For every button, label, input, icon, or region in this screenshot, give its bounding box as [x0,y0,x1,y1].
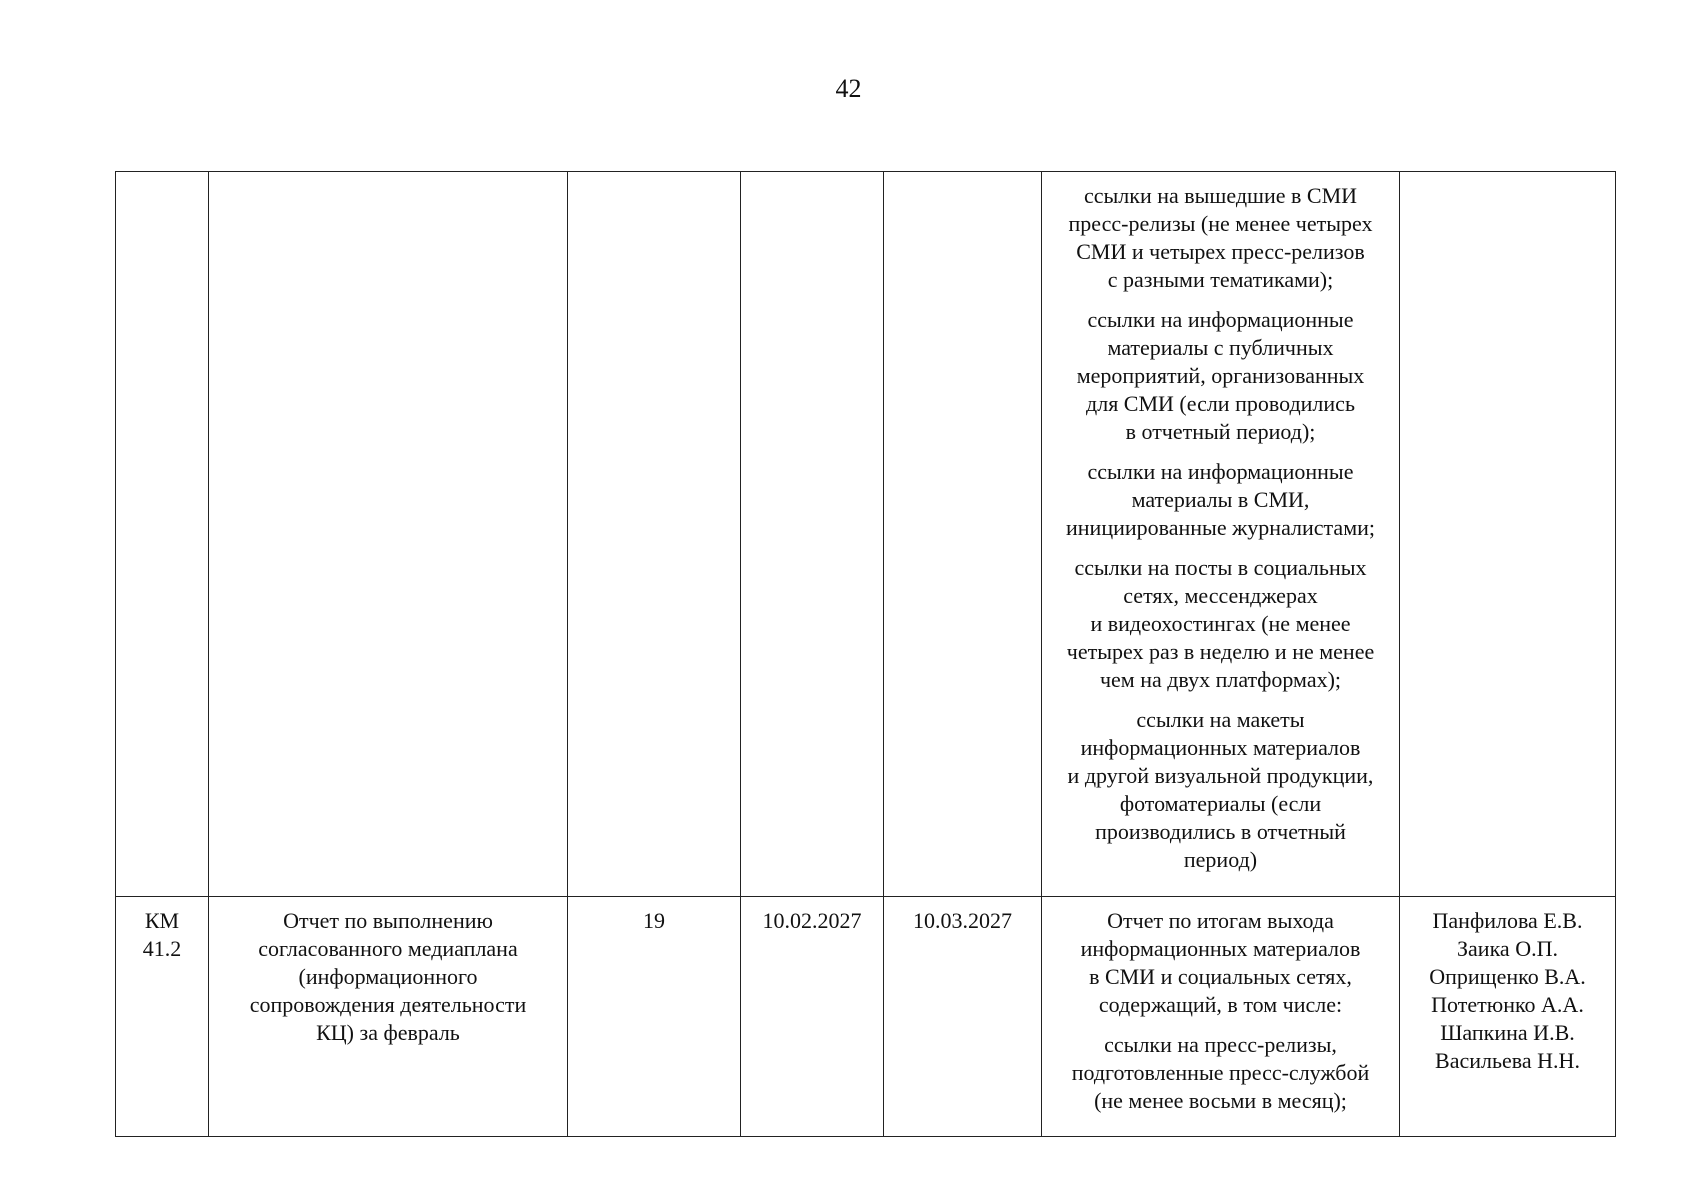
text-line: в СМИ и социальных сетях, [1089,964,1352,989]
text-line: чем на двух платформах); [1099,667,1342,692]
text-line: пресс-релизы (не менее четырех [1068,211,1373,236]
text-line: (информационного [298,964,478,989]
result-paragraph [1050,306,1391,446]
result-paragraph [1050,706,1391,874]
cell-responsible [1400,897,1616,1137]
text-line: четырех раз в неделю и не менее [1066,639,1375,664]
text-line: 10.02.2027 [762,908,862,933]
text-line: ссылки на посты в социальных [1074,555,1367,580]
cell-responsible [1400,172,1616,897]
text-line: Отчет по выполнению [283,908,493,933]
text-line: 10.03.2027 [913,908,1012,933]
cell-start-date [741,172,884,897]
cell-name [209,897,568,1137]
text-line: Оприщенко В.А. [1429,964,1586,989]
cell-results [1042,897,1400,1137]
text-line: СМИ и четырех пресс-релизов [1076,239,1365,264]
text-line: ссылки на информационные [1087,307,1354,332]
cell-code [116,172,209,897]
text-line: материалы в СМИ, [1131,487,1310,512]
text-line: ссылки на вышедшие в СМИ [1083,183,1358,208]
text-line: в отчетный период); [1125,419,1316,444]
cell-number [568,897,741,1137]
table-row-continued [116,172,1616,897]
cell-end-date [884,897,1042,1137]
text-line: ссылки на макеты [1136,707,1305,732]
text-line: согласованного медиаплана [258,936,518,961]
text-line: Заика О.П. [1457,936,1558,961]
text-line: инициированные журналистами; [1066,515,1375,540]
result-paragraph [1050,907,1391,1019]
table-row-km-41-2 [116,897,1616,1137]
text-line: сетях, мессенджерах [1123,583,1318,608]
text-line: мероприятий, организованных [1076,363,1365,388]
text-line: производились в отчетный [1095,819,1346,844]
text-line: Панфилова Е.В. [1432,908,1583,933]
text-line: материалы с публичных [1107,335,1334,360]
text-line: ссылки на пресс-релизы, [1104,1032,1337,1057]
text-line: Отчет по итогам выхода [1107,908,1334,933]
text-line: с разными тематиками); [1107,267,1334,292]
text-line: период) [1183,847,1258,872]
text-line: подготовленные пресс-службой [1071,1060,1370,1085]
text-line: (не менее восьми в месяц); [1094,1088,1347,1113]
text-line: 41.2 [142,936,182,961]
cell-number [568,172,741,897]
text-line: Шапкина И.В. [1440,1020,1575,1045]
text-line: Потетюнко А.А. [1431,992,1584,1017]
cell-name [209,172,568,897]
result-paragraph [1050,458,1391,542]
result-paragraph [1050,182,1391,294]
text-line: ссылки на информационные [1087,459,1354,484]
text-line: сопровождения деятельности [249,992,527,1017]
text-line: и другой визуальной продукции, [1067,763,1374,788]
text-line: содержащий, в том числе: [1098,992,1343,1017]
cell-end-date [884,172,1042,897]
text-line: Васильева Н.Н. [1435,1048,1580,1073]
result-paragraph [1050,554,1391,694]
text-line: для СМИ (если проводились [1086,391,1355,416]
plan-table [115,171,1616,1137]
text-line: 19 [643,908,665,933]
text-line: информационных материалов [1080,936,1361,961]
text-line: и видеохостингах (не менее [1090,611,1351,636]
page-number: 42 [835,74,862,103]
cell-code [116,897,209,1137]
cell-start-date [741,897,884,1137]
result-paragraph [1050,1031,1391,1115]
text-line: фотоматериалы (если [1119,791,1322,816]
text-line: КМ [144,908,180,933]
text-line: КЦ) за февраль [316,1020,460,1045]
text-line: информационных материалов [1080,735,1361,760]
cell-results [1042,172,1400,897]
